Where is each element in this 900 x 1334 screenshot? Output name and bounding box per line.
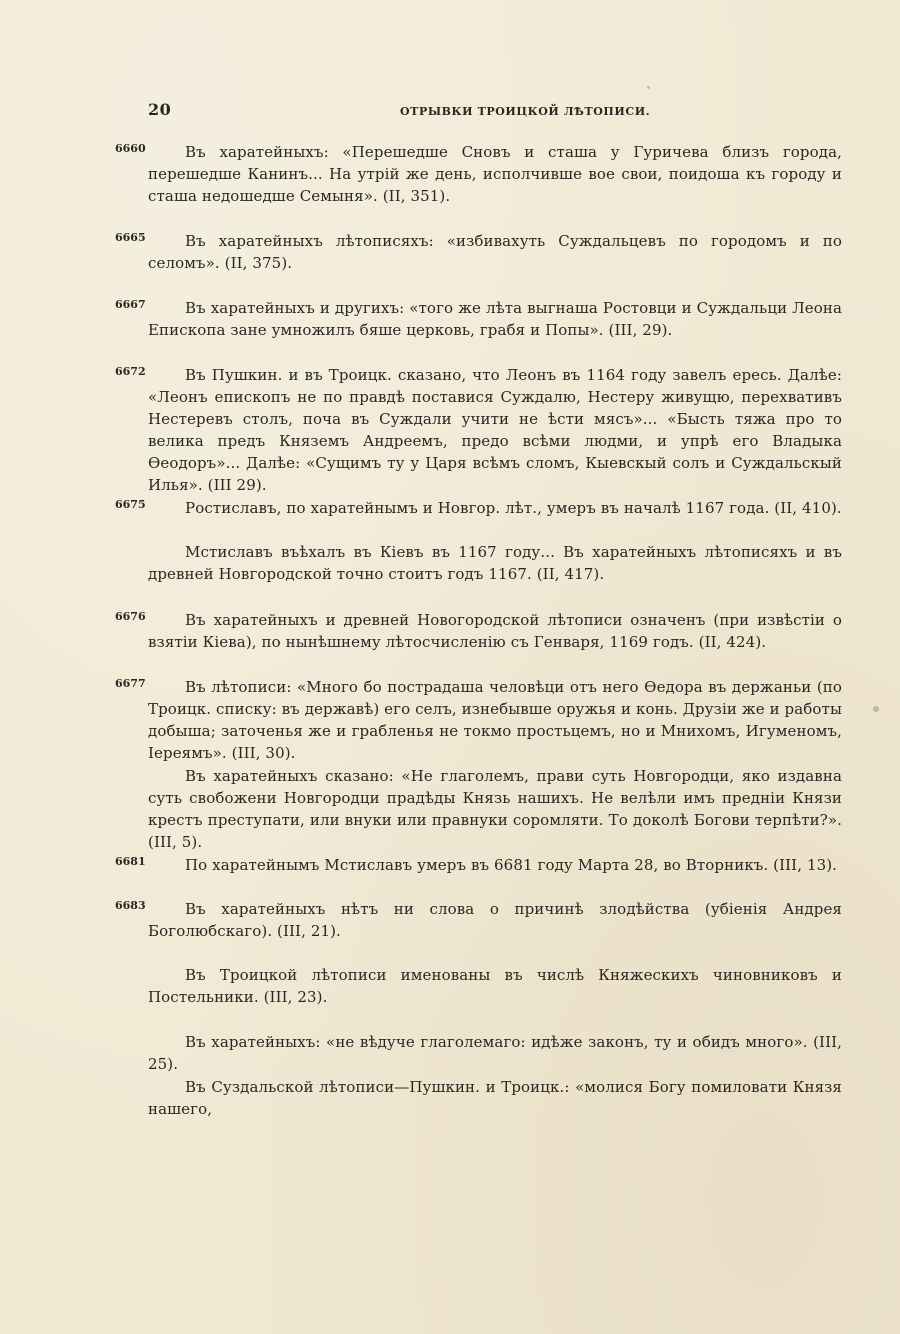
entry-paragraph: Въ харатейныхъ и другихъ: «того же лѣта выгнаша Ростовци и Суждальци Леона Епископа зане умножилъ бяше церковь, грабя и Попы». (III, 29). (148, 299, 842, 339)
running-title: ОТРЫВКИ ТРОИЦКОЙ ЛѢТОПИСИ. (400, 105, 651, 118)
entry-6675 (115, 497, 845, 519)
entry-paragraph: Ростиславъ, по харатейнымъ и Новгор. лѣт., умеръ въ началѣ 1167 года. (II, 410). (185, 499, 842, 517)
entry-6665 (115, 230, 845, 274)
page-header (148, 100, 840, 124)
entry-paragraph: Въ харатейныхъ нѣтъ ни слова о причинѣ злодѣйства (убіенія Андрея Боголюбскаго). (III, 21). (148, 900, 842, 940)
year-marker: 6660 (115, 142, 146, 155)
entry-paragraph: По харатейнымъ Мстиславъ умеръ въ 6681 году Марта 28, во Вторникъ. (III, 13). (185, 856, 838, 874)
page-number: 20 (148, 100, 172, 119)
entry-paragraph: Въ харатейныхъ: «не вѣдуче глаголемаго: идѣже законъ, ту и обидъ много». (III, 25). (148, 1033, 842, 1073)
year-marker: 6676 (115, 610, 146, 623)
year-marker: 6665 (115, 231, 146, 244)
entry-6676 (115, 609, 845, 653)
year-marker: 6675 (115, 498, 146, 511)
year-marker: 6677 (115, 677, 146, 690)
entry-paragraph: Въ лѣтописи: «Много бо пострадаша человѣци отъ него Өедора въ держаньи (по Троицк. списку: въ державѣ) его селъ, изнебывше оружья и конь. Друзіи же и работы добыша; заточенья же и грабленья не токмо простьцемъ, но и Мнихомъ, Игуменомъ, Іереямъ». (III, 30). (148, 678, 842, 762)
entry-6681 (115, 854, 845, 876)
paper-blemish (647, 86, 650, 89)
entry-paragraph: Въ харатейныхъ и древней Новогородской лѣтописи означенъ (при извѣстіи о взятіи Кіева), по нынѣшнему лѣтосчисленію съ Генваря, 1169 годъ. (II, 424). (148, 611, 842, 651)
year-marker: 6681 (115, 855, 146, 868)
entry-paragraph: Въ харатейныхъ сказано: «Не глаголемъ, прави суть Новгородци, яко издавна суть свобожени Новгородци прадѣды Князь нашихъ. Не велѣли имъ предніи Князи крестъ преступати, или внуки или правнуки соромляти. То доколѣ Богови терпѣти?». (III, 5). (148, 767, 842, 851)
entry-6677 (115, 676, 845, 764)
year-marker: 6672 (115, 365, 146, 378)
entry-6660 (115, 141, 845, 207)
entry-paragraph: Въ Троицкой лѣтописи именованы въ числѣ Княжескихъ чиновниковъ и Постельники. (III, 23). (148, 966, 842, 1006)
entry-6677-continued (115, 765, 845, 853)
entry-6675-continued (115, 541, 845, 585)
entry-6683 (115, 898, 845, 942)
year-marker: 6683 (115, 899, 146, 912)
entry-paragraph: Мстиславъ въѣхалъ въ Кіевъ въ 1167 году... Въ харатейныхъ лѣтописяхъ и въ древней Новгородской точно стоитъ годъ 1167. (II, 417). (148, 543, 842, 583)
year-marker: 6667 (115, 298, 146, 311)
paper-blemish (873, 706, 879, 712)
entry-6683-continued (115, 1076, 845, 1120)
entry-6683-continued (115, 964, 845, 1008)
entry-paragraph: Въ Пушкин. и въ Троицк. сказано, что Леонъ въ 1164 году завелъ ересь. Далѣе: «Леонъ епископъ не по правдѣ поставися Суждалю, Нестеру живущю, перехвативъ Нестеревъ столъ, поча въ Суждали учити не ѣсти мясъ»... «Бысть тяжа про то велика предъ Княземъ Андреемъ, предо всѣми людми, и упрѣ его Владыка Өеодоръ»... Далѣе: «Сущимъ ту у Царя всѣмъ сломъ, Кыевскый солъ и Суждальскый Илья». (III 29). (148, 366, 842, 494)
entry-6683-continued (115, 1031, 845, 1075)
entry-6667 (115, 297, 845, 341)
entry-paragraph: Въ харатейныхъ: «Перешедше Сновъ и сташа у Гуричева близъ города, перешедше Канинъ... На утрій же день, исполчивше вое свои, поидоша къ городу и сташа недошедше Семыня». (II, 351). (148, 143, 842, 205)
entry-paragraph: Въ харатейныхъ лѣтописяхъ: «избивахуть Суждальцевъ по городомъ и по селомъ». (II, 375). (148, 232, 842, 272)
entry-6672 (115, 364, 845, 496)
entry-paragraph: Въ Суздальской лѣтописи—Пушкин. и Троицк.: «молися Богу помиловати Князя нашего, (148, 1078, 842, 1118)
